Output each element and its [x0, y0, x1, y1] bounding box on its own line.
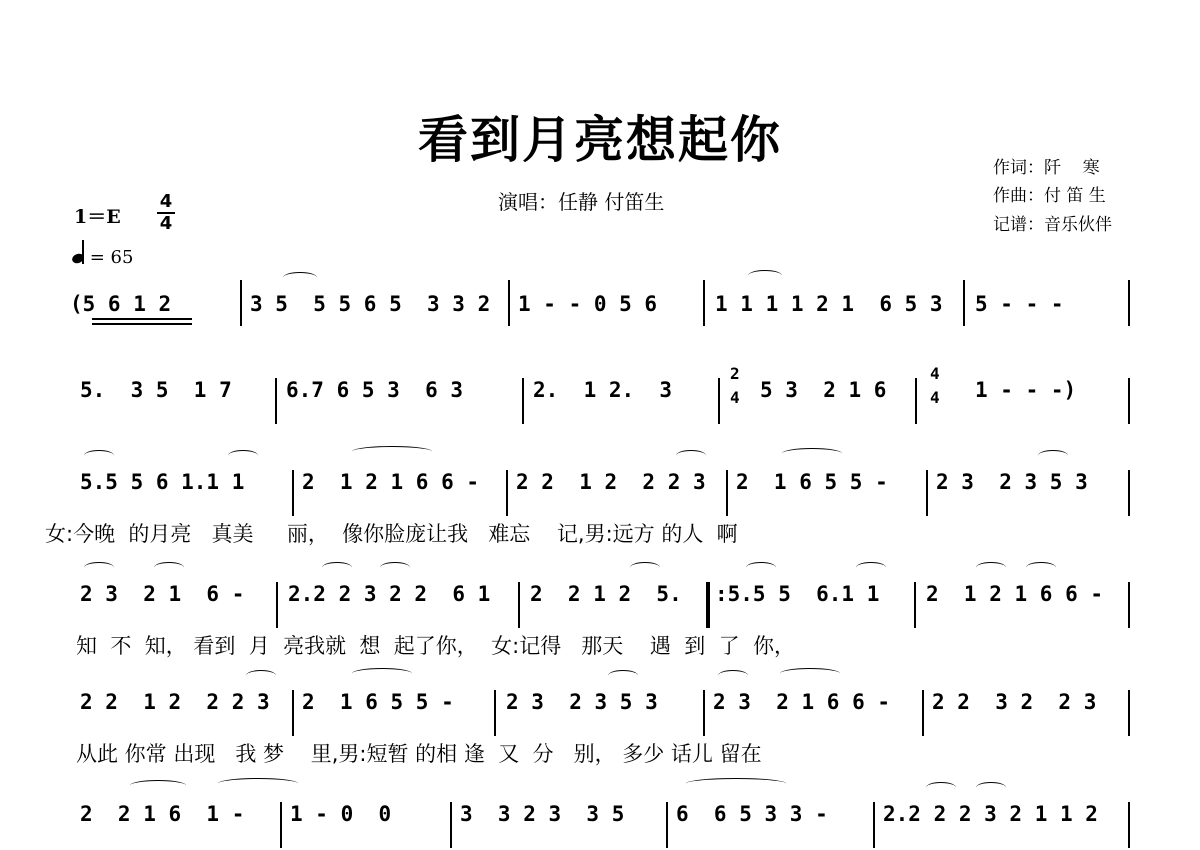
slur [322, 562, 352, 573]
note-group: 2 2 1 2 2 2 3 [80, 690, 270, 714]
slur [630, 562, 660, 573]
slur [218, 778, 298, 789]
slur [1038, 450, 1068, 461]
barline [1128, 280, 1130, 326]
notation-line [713, 690, 890, 714]
barline [518, 582, 520, 628]
note-group: 2 1 6 5 5 - [736, 470, 888, 494]
barline [292, 470, 294, 516]
notation-line [302, 470, 479, 494]
slur [748, 270, 782, 281]
barline [666, 802, 668, 848]
slur [746, 562, 776, 573]
barline [292, 690, 294, 736]
barline [506, 470, 508, 516]
notation-line [460, 802, 624, 826]
note-group: :5.5 5 6.1 1 [715, 582, 880, 606]
notation-line [302, 690, 454, 714]
barline [240, 280, 242, 326]
time-signature-bottom: 4 [159, 213, 173, 234]
slur [130, 780, 186, 791]
note-group: 1 - - 0 5 6 [518, 292, 658, 316]
note-group: (5 6 1 2 [70, 292, 172, 316]
note-group: 2 3 2 3 5 3 [506, 690, 658, 714]
note-group: 6.7 6 5 3 6 3 [286, 378, 464, 402]
note-group: 2 2 1 2 5. [530, 582, 682, 606]
note-group: 2 1 2 1 6 6 - [926, 582, 1104, 606]
beam [92, 318, 192, 320]
notation-line [930, 388, 940, 407]
slur [84, 562, 114, 573]
barline [914, 582, 916, 628]
slur [246, 670, 276, 681]
slur [228, 450, 258, 461]
note-group: 2 3 2 1 6 6 - [713, 690, 891, 714]
barline [703, 280, 705, 326]
slur [676, 450, 706, 461]
note-group: 2. 1 2. 3 [533, 378, 673, 402]
barline [494, 690, 496, 736]
notation-line [930, 364, 940, 383]
notation-line [730, 388, 740, 407]
notation-line [80, 582, 244, 606]
tempo-value: = 65 [89, 247, 134, 268]
lyrics-line: 女:今晚 的月亮 真美 丽， 像你脸庞让我 难忘 记,男:远方 的人 啊 [45, 522, 738, 546]
barline [275, 378, 277, 424]
lyrics-line: 从此 你常 出现 我 梦 里,男:短暂 的相 逢 又 分 别， 多少 话儿 留在 [76, 742, 762, 766]
note-group: 2 3 2 3 5 3 [936, 470, 1088, 494]
notation-line [736, 470, 888, 494]
notation-line [676, 802, 828, 826]
lyrics-line: 知 不 知， 看到 月 亮我就 想 起了你， 女:记得 那天 遇 到 了 你， [76, 634, 795, 658]
slur [380, 562, 410, 573]
notation-line [250, 292, 490, 316]
singers-credit: 演唱：任静 付笛生 [498, 190, 665, 214]
slur [782, 448, 842, 459]
barline [926, 470, 928, 516]
tempo-marking [72, 244, 133, 268]
notation-line [936, 470, 1088, 494]
notation-line [516, 470, 706, 494]
notation-line [80, 802, 244, 826]
barline [280, 802, 282, 848]
note-group: 3 3 2 3 3 5 [460, 802, 625, 826]
slur [926, 782, 956, 793]
time-change: 4 [930, 364, 940, 383]
transcriber-credit: 记谱：音乐伙伴 [993, 215, 1112, 235]
time-signature-top: 4 [159, 191, 173, 212]
notation-line [760, 378, 886, 402]
note-group: 1 - 0 0 [290, 802, 392, 826]
note-group: 5. 3 5 1 7 [80, 378, 232, 402]
lyricist-credit: 作词：阡 寒 [993, 158, 1100, 178]
note-group: 2 1 6 5 5 - [302, 690, 454, 714]
time-change: 2 [730, 364, 740, 383]
notation-line [883, 802, 1098, 826]
note-stem [82, 240, 84, 264]
notation-line [530, 582, 682, 606]
note-group: 2.2 2 3 2 2 6 1 [288, 582, 491, 606]
notation-line [80, 690, 270, 714]
repeat-barline [706, 582, 710, 628]
barline [873, 802, 875, 848]
note-group: 5.5 5 6 1.1 1 [80, 470, 245, 494]
note-group: 2.2 2 2 3 2 1 1 2 [883, 802, 1098, 826]
barline [703, 690, 705, 736]
composer-credit: 作曲：付 笛 生 [993, 186, 1106, 206]
notation-line [975, 378, 1076, 402]
barline [1128, 378, 1130, 424]
note-group: 2 2 3 2 2 3 [932, 690, 1097, 714]
notation-line [715, 582, 879, 606]
beam [92, 323, 192, 325]
slur [608, 670, 638, 681]
notation-line [730, 364, 740, 383]
barline [726, 470, 728, 516]
note-group: 1 1 1 1 2 1 6 5 3 [715, 292, 943, 316]
notation-line [506, 690, 658, 714]
slur [1026, 562, 1056, 573]
note-group: 6 6 5 3 3 - [676, 802, 828, 826]
slur [352, 446, 432, 457]
slur [352, 668, 412, 679]
note-group: 3 5 5 5 6 5 3 3 2 [250, 292, 491, 316]
time-change: 4 [930, 388, 940, 407]
notation-line [70, 292, 171, 316]
notation-line [518, 292, 657, 316]
slur [84, 450, 114, 461]
note-group: 5 - - - [975, 292, 1064, 316]
notation-line [533, 378, 672, 402]
note-group: 2 2 1 6 1 - [80, 802, 245, 826]
barline [1128, 802, 1130, 848]
slur [718, 670, 748, 681]
barline [963, 280, 965, 326]
notation-line [932, 690, 1096, 714]
slur [856, 562, 886, 573]
barline [450, 802, 452, 848]
barline [915, 378, 917, 424]
notation-line [80, 470, 244, 494]
slur [283, 272, 317, 283]
note-group: 2 2 1 2 2 2 3 [516, 470, 706, 494]
time-change: 4 [730, 388, 740, 407]
barline [922, 690, 924, 736]
notation-line [80, 378, 232, 402]
note-group: 5 3 2 1 6 [760, 378, 887, 402]
barline [718, 378, 720, 424]
barline [508, 280, 510, 326]
time-signature [155, 192, 177, 234]
barline [1128, 470, 1130, 516]
slur [976, 562, 1006, 573]
notation-line [286, 378, 463, 402]
barline [1128, 582, 1130, 628]
slur [686, 778, 786, 789]
note-group: 1 - - -) [975, 378, 1077, 402]
notation-line [715, 292, 943, 316]
page-title: 看到月亮想起你 [418, 110, 782, 169]
notation-line [290, 802, 391, 826]
key-signature: 1＝E [74, 206, 121, 228]
notation-line [975, 292, 1064, 316]
notation-line [926, 582, 1103, 606]
note-group: 2 1 2 1 6 6 - [302, 470, 480, 494]
barline [1128, 690, 1130, 736]
note-group: 2 3 2 1 6 - [80, 582, 245, 606]
barline [276, 582, 278, 628]
barline [522, 378, 524, 424]
notation-line [288, 582, 490, 606]
slur [976, 782, 1006, 793]
slur [780, 668, 840, 679]
slur [154, 562, 184, 573]
